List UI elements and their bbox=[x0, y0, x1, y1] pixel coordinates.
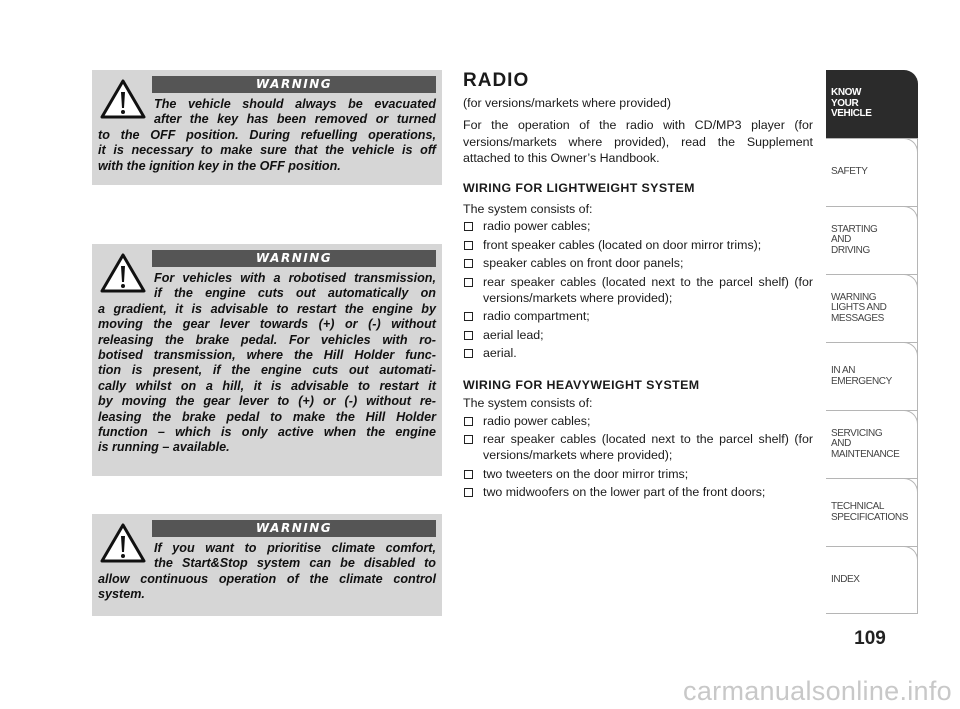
tab-label: INDEX bbox=[831, 573, 860, 585]
tab-label: STARTING AND DRIVING bbox=[831, 223, 878, 256]
heavyweight-lead: The system consists of: bbox=[463, 396, 593, 411]
warning-header: WARNING bbox=[152, 520, 436, 537]
tab-index[interactable] bbox=[826, 546, 918, 614]
list-item: speaker cables on front door panels; bbox=[463, 255, 813, 271]
list-item: aerial lead; bbox=[463, 327, 813, 343]
tab-label: SAFETY bbox=[831, 166, 868, 178]
tab-label: SERVICING AND MAINTENANCE bbox=[831, 427, 900, 460]
section-title: RADIO bbox=[463, 70, 530, 91]
tab-label: WARNING LIGHTS AND MESSAGES bbox=[831, 291, 887, 324]
intro-paragraph: For the operation of the radio with CD/MP3 player (for versions/markets where provided), read the Supplement attached to this Owner’s Handbook. bbox=[463, 118, 813, 166]
lightweight-lead: The system consists of: bbox=[463, 202, 593, 217]
chapter-tabs bbox=[826, 70, 918, 614]
page-number: 109 bbox=[854, 628, 886, 649]
tab-technical-specifications[interactable] bbox=[826, 478, 918, 546]
warning-header: WARNING bbox=[152, 76, 436, 93]
tab-label: KNOW YOUR VEHICLE bbox=[831, 87, 872, 120]
list-item: radio compartment; bbox=[463, 308, 813, 324]
tab-know-your-vehicle[interactable] bbox=[826, 70, 918, 138]
warning-text: If you want to prioritise climate comfort, the Start&Stop system can be disabled to allow continuous operation of the climate control system. bbox=[98, 541, 436, 602]
radio-section bbox=[463, 70, 813, 501]
warning-text: The vehicle should always be evacuated after the key has been removed or turned to the OFF position. During refuelling operations, it is necessary to make sure that the vehicle is off with the ignition key in the OFF position. bbox=[98, 97, 436, 173]
warning-box-1 bbox=[92, 70, 442, 185]
tab-starting-and-driving[interactable] bbox=[826, 206, 918, 274]
list-item: radio power cables; bbox=[463, 218, 813, 234]
tab-warning-lights-and-messages[interactable] bbox=[826, 274, 918, 342]
tab-in-an-emergency[interactable] bbox=[826, 342, 918, 410]
lightweight-heading: WIRING FOR LIGHTWEIGHT SYSTEM bbox=[463, 180, 695, 195]
list-item: radio power cables; bbox=[463, 413, 813, 429]
tab-label: TECHNICAL SPECIFICATIONS bbox=[831, 501, 909, 523]
list-item: two tweeters on the door mirror trims; bbox=[463, 466, 813, 482]
warning-box-3 bbox=[92, 514, 442, 616]
lightweight-list bbox=[463, 218, 813, 361]
list-item: aerial. bbox=[463, 345, 813, 361]
list-item: front speaker cables (located on door mirror trims); bbox=[463, 237, 813, 253]
tab-safety[interactable] bbox=[826, 138, 918, 206]
tab-servicing-and-maintenance[interactable] bbox=[826, 410, 918, 478]
list-item: rear speaker cables (located next to the parcel shelf) (for versions/markets where provided); bbox=[463, 274, 813, 307]
warning-box-2 bbox=[92, 244, 442, 476]
heavyweight-heading: WIRING FOR HEAVYWEIGHT SYSTEM bbox=[463, 377, 700, 392]
list-item: two midwoofers on the lower part of the front doors; bbox=[463, 484, 813, 500]
warning-text: For vehicles with a robotised transmission, if the engine cuts out automatically on a gradient, it is advisable to restart the engine by moving the gear lever towards (+) or (-) without releasing the brake pedal. For vehicles with ro- botised transmission, where the Hill Holder func- tion is present, if the engine cuts out automati- cally whilst on a hill, it is advisable to restart it by moving the gear lever to (+) or (-) without re- leasing the brake pedal to make the Hill Holder function – which is only active when the engine is running – available. bbox=[98, 271, 436, 455]
warning-header: WARNING bbox=[152, 250, 436, 267]
heavyweight-list bbox=[463, 413, 813, 501]
watermark: carmanualsonline.info bbox=[683, 676, 952, 706]
list-item: rear speaker cables (located next to the parcel shelf) (for versions/markets where provided); bbox=[463, 431, 813, 464]
tab-label: IN AN EMERGENCY bbox=[831, 365, 892, 387]
section-subtitle: (for versions/markets where provided) bbox=[463, 96, 671, 110]
